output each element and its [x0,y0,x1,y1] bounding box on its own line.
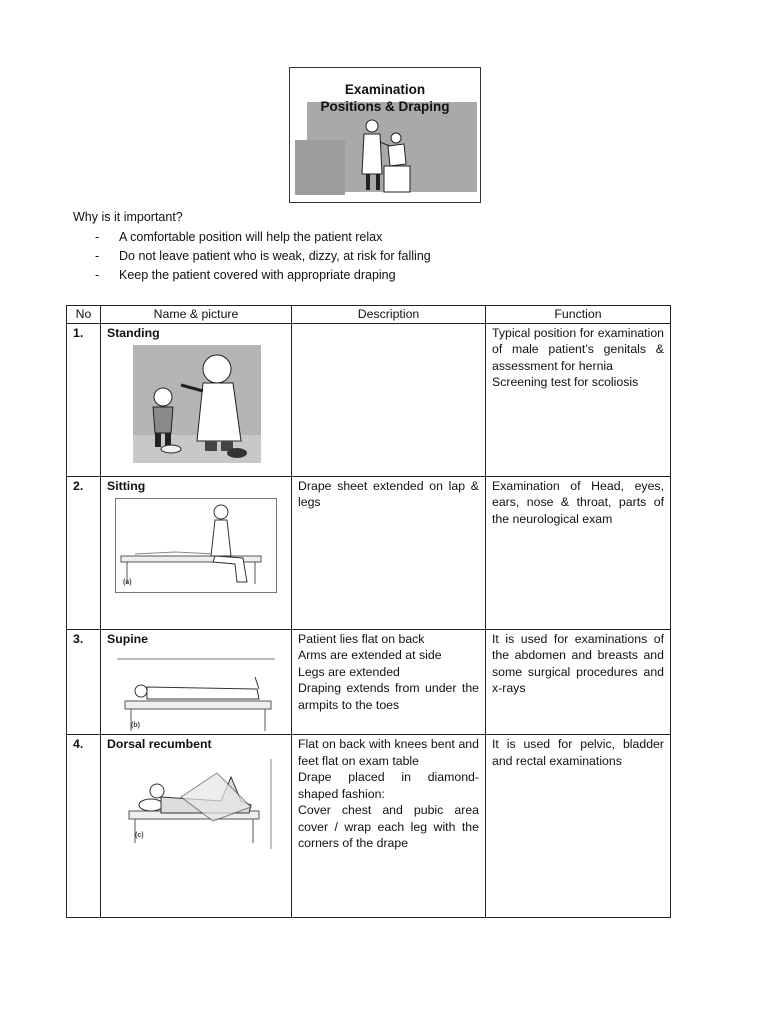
sitting-picture-label: (a) [123,579,132,586]
description-line: Flat on back with knees bent and feet flat on exam table [298,737,479,768]
row-description [292,476,486,629]
description-line: Legs are extended [298,664,400,679]
description-line: Draping extends from under the armpits to the toes [298,681,479,712]
row-function [486,476,671,629]
description-line: Drape placed in diamond-shaped fashion: [298,770,479,801]
intro-question: Why is it important? [73,210,183,224]
row-function [486,323,671,476]
intro-bullet: - Do not leave patient who is weak, dizzy, at risk for falling [95,249,431,263]
table-header-row [67,306,671,324]
intro-bullet-text: A comfortable position will help the patient relax [119,230,383,244]
row-name-picture [101,323,292,476]
function-line: It is used for pelvic, bladder and rectal examinations [492,737,664,768]
position-name: Dorsal recumbent [107,737,212,751]
function-line: Screening test for scoliosis [492,375,639,389]
function-line: Typical position for examination of male patient’s genitals & assessment for hernia [492,325,664,373]
row-description [292,735,486,918]
banner-gray-panel-left [295,140,345,195]
banner-title-line1: Examination [344,82,426,97]
table-row [67,323,671,476]
supine-picture [117,651,277,733]
row-number: 3. [67,629,101,735]
row-name-picture [101,476,292,629]
supine-picture-label: (b) [131,722,140,729]
intro-bullet-text: Do not leave patient who is weak, dizzy, at risk for falling [119,249,431,263]
doctor-child-illustration [350,116,420,196]
intro-bullet: - A comfortable position will help the patient relax [95,230,383,244]
table-row [67,476,671,629]
function-line: It is used for examinations of the abdomen and breasts and some surgical procedures and x-rays [492,631,664,695]
row-description [292,629,486,735]
intro-bullet-text: Keep the patient covered with appropriate draping [119,268,396,282]
table-row [67,629,671,735]
description-line: Arms are extended at side [298,648,442,662]
description-line: Patient lies flat on back [298,631,425,646]
row-number: 4. [67,735,101,918]
header-no: No [67,306,101,324]
intro-bullet-list [73,228,431,285]
row-function [486,735,671,918]
dorsal-picture-label: (c) [135,831,144,839]
position-name: Standing [107,325,160,340]
banner-title-line2: Positions & Draping [320,99,450,114]
row-number: 2. [67,476,101,629]
row-name-picture [101,735,292,918]
function-line: Examination of Head, eyes, ears, nose & throat, parts of the neurological exam [492,478,664,526]
positions-table [66,305,671,918]
sitting-picture [115,498,277,593]
standing-picture [133,345,261,463]
dorsal-recumbent-picture [121,757,273,849]
row-number: 1. [67,323,101,476]
description-line: Cover chest and pubic area cover / wrap each leg with the corners of the drape [298,803,479,850]
position-name: Sitting [107,478,146,493]
intro-section [73,210,431,285]
header-description: Description [292,306,486,324]
row-function [486,629,671,735]
position-name: Supine [107,631,148,646]
description-line: Drape sheet extended on lap & legs [298,478,479,509]
row-description [292,323,486,476]
header-function: Function [486,306,671,324]
header-name-picture: Name & picture [101,306,292,324]
table-row [67,735,671,918]
intro-bullet: - Keep the patient covered with appropriate draping [95,268,396,282]
title-banner [289,67,481,203]
row-name-picture [101,629,292,735]
